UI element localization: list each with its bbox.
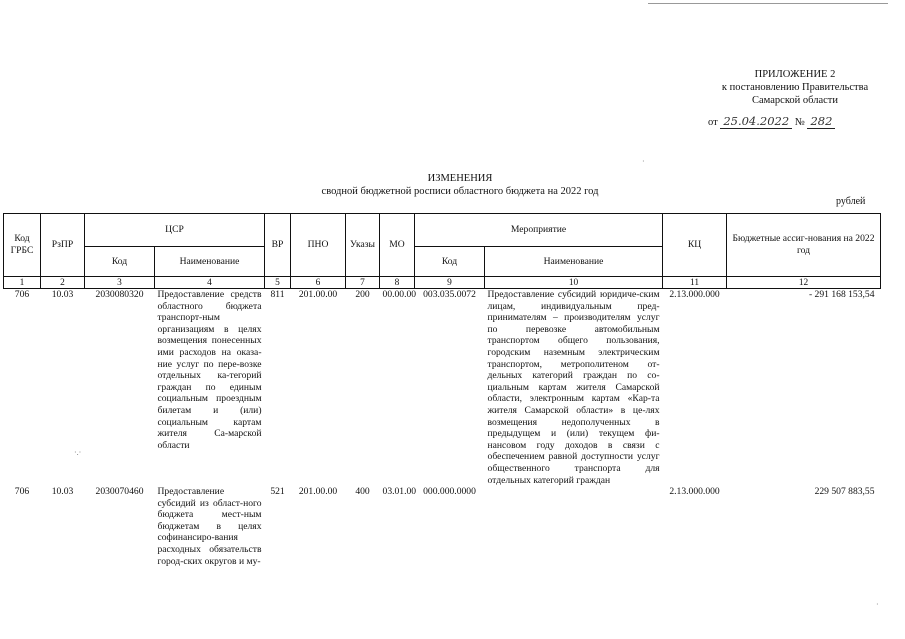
cell-mo: 03.01.00 — [382, 486, 417, 498]
cell-event-code: 000.000.0000 — [423, 486, 476, 498]
scan-speck: · — [642, 157, 645, 166]
decree-from-label: от — [708, 117, 718, 128]
cell-csr-name: Предоставление средств областного бюджета транспорт-ным организациям в целях возмещения понесенных ими расходов на оказа-ние услуг по пере-возке отдельных ка-тегорий граждан по единым социальным проездным билетам и (или) социальным картам жителя Са-марской области — [157, 289, 262, 451]
decree-number-label: № — [794, 117, 805, 128]
cell-event-code: 003.035.0072 — [423, 289, 476, 300]
cell-event-name: Предоставление субсидий юридиче-ским лицам, индивидуальным пред-принимателям – производителям услуг по перевозке автомобильным транспортом общего пользования, городским наземным электрическим транспортом, метрополитеном от-дельных категорий граждан по со-циальным картам жителя Самарской области, электронным картам «Кар-та жителя Самарской области» в це-лях возмещения недополученных в предыдущем и (или) текущем фи-нансовом году доходов в связи с обеспечением равной доступности услуг общественного транспорта для отдельных категорий граждан — [487, 289, 660, 486]
cell-csr-code: 2030070460 — [95, 486, 144, 498]
column-number: 7 — [346, 277, 380, 289]
cell-event-name — [485, 486, 663, 567]
cell-amount: - 291 168 153,54 — [808, 289, 875, 300]
column-number: 9 — [415, 277, 485, 289]
column-number: 3 — [85, 277, 155, 289]
header-grbs: Код ГРБС — [4, 214, 41, 277]
header-rzpr: РзПР — [41, 214, 85, 277]
header-csr: ЦСР — [85, 214, 265, 247]
header-allocations: Бюджетные ассиг-нования на 2022 год — [727, 214, 881, 277]
column-number: 12 — [727, 277, 881, 289]
column-number: 1 — [4, 277, 41, 289]
cell-kc: 2.13.000.000 — [669, 486, 720, 498]
column-number: 5 — [265, 277, 291, 289]
header-event-code: Код — [415, 247, 485, 277]
cell-vr: 811 — [270, 289, 285, 300]
title-sub: сводной бюджетной росписи областного бюджета на 2022 год — [321, 186, 599, 197]
title-main: ИЗМЕНЕНИЯ — [427, 173, 493, 184]
cell-grbs: 706 — [14, 486, 30, 498]
cell-pno: 201.00.00 — [298, 289, 338, 300]
header-csr-code: Код — [85, 247, 155, 277]
appendix-block — [690, 68, 900, 107]
document-title — [280, 172, 640, 198]
scan-speck: ·.· — [74, 448, 82, 457]
column-number: 2 — [41, 277, 85, 289]
cell-amount: 229 507 883,55 — [814, 486, 875, 498]
cell-csr-name: Предоставление субсидий из област-ного бюджета мест-ным бюджетам в целях софинансиро-вания расходных обязательств город-ских округов и му- — [157, 486, 262, 567]
cell-csr-code: 2030080320 — [95, 289, 144, 300]
column-number: 11 — [663, 277, 727, 289]
table-row — [4, 289, 881, 487]
cell-ukazy: 200 — [355, 289, 370, 300]
header-pno: ПНО — [291, 214, 346, 277]
decree-number: 282 — [807, 114, 835, 129]
column-number: 8 — [380, 277, 415, 289]
budget-changes-table — [3, 213, 881, 567]
column-number: 6 — [291, 277, 346, 289]
header-csr-name: Наименование — [155, 247, 265, 277]
header-mo: МО — [380, 214, 415, 277]
scan-speck: · — [876, 600, 879, 609]
units-label: рублей — [836, 196, 866, 207]
cell-rzpr: 10.03 — [51, 289, 74, 300]
appendix-region: Самарской области — [752, 95, 838, 106]
header-kc: КЦ — [663, 214, 727, 277]
cell-kc: 2.13.000.000 — [669, 289, 720, 300]
decree-date: 25.04.2022 — [720, 114, 792, 129]
top-border-line — [648, 3, 888, 4]
header-event: Мероприятие — [415, 214, 663, 247]
appendix-decree-ref: к постановлению Правительства — [721, 82, 869, 93]
column-number: 10 — [485, 277, 663, 289]
cell-rzpr: 10.03 — [51, 486, 74, 498]
header-ukazy: Указы — [346, 214, 380, 277]
cell-vr: 521 — [270, 486, 285, 498]
column-number: 4 — [155, 277, 265, 289]
header-vr: ВР — [265, 214, 291, 277]
header-event-name: Наименование — [485, 247, 663, 277]
decree-line — [708, 114, 835, 128]
appendix-label: ПРИЛОЖЕНИЕ 2 — [754, 69, 836, 80]
cell-grbs: 706 — [14, 289, 30, 300]
cell-pno: 201.00.00 — [298, 486, 338, 498]
cell-mo: 00.00.00 — [382, 289, 417, 300]
cell-ukazy: 400 — [355, 486, 370, 498]
table-row — [4, 486, 881, 567]
